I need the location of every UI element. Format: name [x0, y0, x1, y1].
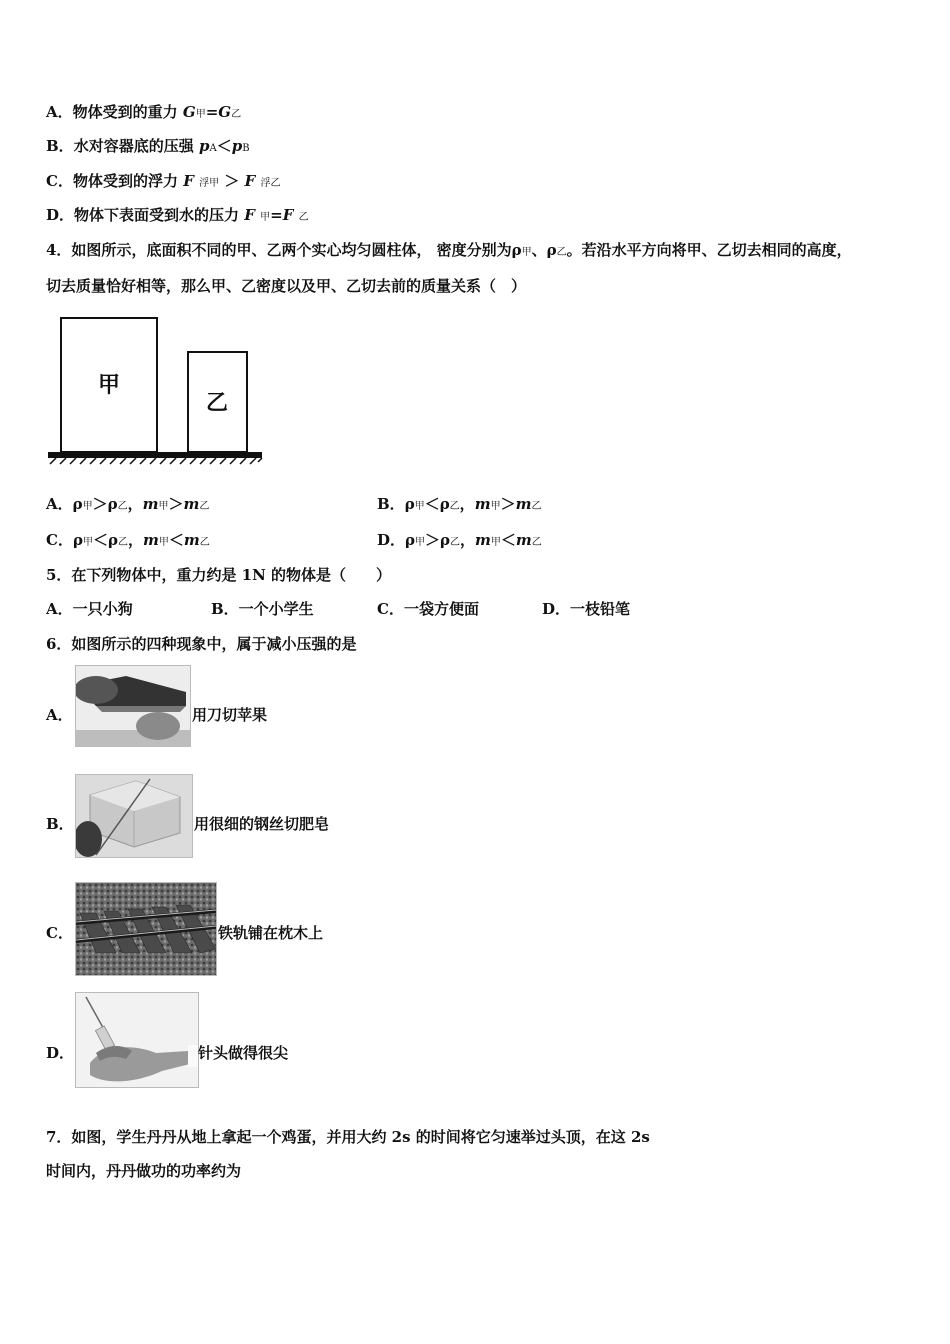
q4-option-a: A．ρ甲＞ρ乙，m甲＞m乙	[46, 495, 210, 513]
q6-option-a-caption: 用刀切苹果	[192, 706, 268, 724]
block-jia-label: 甲	[97, 373, 121, 398]
ground-hatch	[50, 458, 262, 464]
ground	[48, 452, 262, 458]
q3-option-b: B．水对容器底的压强 pA＜pB	[46, 137, 250, 155]
needle-image	[75, 992, 199, 1088]
q3-option-a: A．物体受到的重力 G甲=G乙	[46, 103, 242, 121]
q5-option-b: B．一个小学生	[211, 600, 314, 618]
q5-stem: 5．在下列物体中，重力约是 1N 的物体是（ ）	[46, 566, 392, 584]
q6-option-d-letter: D．	[46, 1044, 75, 1062]
q6-option-b-letter: B．	[46, 815, 74, 833]
q5-option-d: D．一枝铅笔	[542, 600, 631, 618]
q3-option-c: C．物体受到的浮力 F 浮甲 ＞ F 浮乙	[46, 172, 281, 190]
q7-stem-line1: 7．如图，学生丹丹从地上拿起一个鸡蛋，并用大约 2s 的时间将它匀速举过头顶，在这 2s	[46, 1128, 650, 1146]
wire-soap-image	[75, 774, 193, 858]
q4-option-d: D．ρ甲＞ρ乙，m甲＜m乙	[377, 531, 542, 549]
q5-option-c: C．一袋方便面	[377, 600, 479, 618]
q4-stem-line2: 切去质量恰好相等，那么甲、乙密度以及甲、乙切去前的质量关系（ ）	[46, 277, 527, 295]
railway-image	[75, 882, 217, 976]
q4-figure	[46, 314, 268, 466]
q4-option-c: C．ρ甲＜ρ乙，m甲＜m乙	[46, 531, 210, 549]
q6-option-a-letter: A．	[46, 706, 73, 724]
q6-option-d-caption: 针头做得很尖	[198, 1044, 289, 1062]
q6-option-c-letter: C．	[46, 924, 73, 942]
q6-option-c-caption: 铁轨铺在枕木上	[218, 924, 324, 942]
q4-stem-line1: 4．如图所示，底面积不同的甲、乙两个实心均匀圆柱体， 密度分别为ρ甲、ρ乙。若沿水平方向将甲、乙切去相同的高度，	[46, 241, 852, 259]
q4-option-b: B．ρ甲＜ρ乙，m甲＞m乙	[377, 495, 542, 513]
knife-apple-image	[75, 665, 191, 747]
q6-option-b-caption: 用很细的钢丝切肥皂	[194, 815, 330, 833]
q3-option-d: D．物体下表面受到水的压力 F 甲=F 乙	[46, 206, 309, 224]
q6-stem: 6．如图所示的四种现象中，属于减小压强的是	[46, 635, 357, 653]
block-yi-label: 乙	[205, 391, 229, 416]
q7-stem-line2: 时间内，丹丹做功的功率约为	[46, 1162, 242, 1180]
q5-option-a: A．一只小狗	[46, 600, 133, 618]
